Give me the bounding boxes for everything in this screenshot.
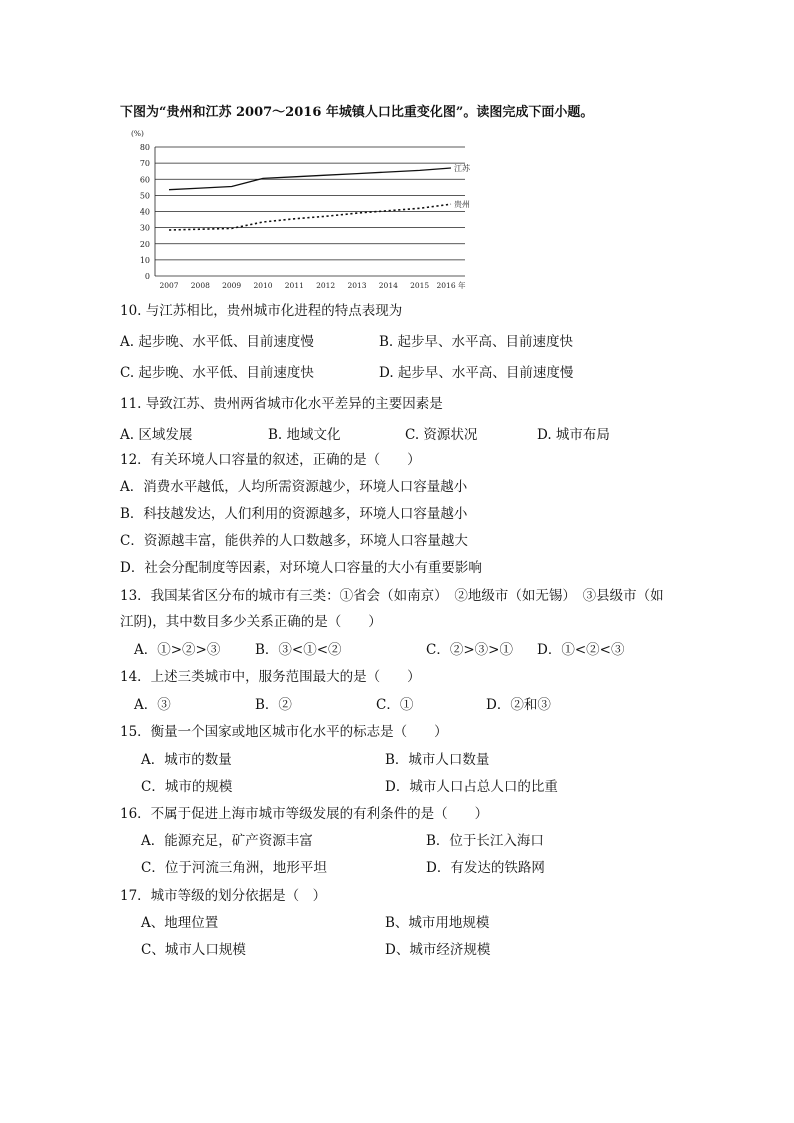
question-17-option-d: D、城市经济规模: [385, 942, 491, 958]
x-tick-label: 2008: [190, 281, 210, 290]
question-11-option-b: B. 地域文化: [268, 427, 341, 443]
y-tick-label: 0: [144, 272, 150, 281]
x-tick-label: 2012: [316, 281, 336, 290]
question-13-option-a: A．①>②>③: [134, 642, 221, 658]
question-10-stem: 10. 与江苏相比，贵州城市化进程的特点表现为: [120, 303, 403, 319]
y-tick-label: 40: [139, 207, 150, 217]
question-15-stem: 15．衡量一个国家或地区城市化水平的标志是（ ）: [120, 724, 448, 740]
y-tick-label: 50: [139, 191, 150, 201]
question-13-option-d: D．①<②<③: [537, 642, 625, 658]
x-tick-label: 2011: [284, 281, 304, 290]
y-tick-label: 60: [139, 175, 150, 185]
y-tick-label: 20: [139, 239, 150, 249]
question-10-option-d: D. 起步早、水平高、目前速度慢: [379, 365, 574, 381]
question-16-option-b: B．位于长江入海口: [426, 833, 544, 849]
question-11-stem: 11. 导致江苏、贵州两省城市化水平差异的主要因素是: [120, 396, 443, 412]
y-tick-label: 30: [139, 223, 150, 233]
question-14-option-a: A．③: [134, 697, 171, 713]
y-tick-label: 70: [139, 159, 150, 169]
question-15-option-a: A．城市的数量: [141, 752, 232, 768]
question-13-stem-line2: 江阴)，其中数目多少关系正确的是（ ）: [120, 614, 382, 630]
question-15-option-c: C．城市的规模: [141, 779, 233, 795]
question-12-option-c: C．资源越丰富，能供养的人口数越多，环境人口容量越大: [120, 533, 468, 549]
x-tick-label: 2010: [253, 281, 273, 290]
x-tick-label: 2016 年: [436, 281, 466, 290]
y-unit-label: (%): [131, 129, 144, 138]
question-10-option-c: C. 起步晚、水平低、目前速度快: [120, 365, 314, 381]
question-17-option-b: B、城市用地规模: [385, 915, 490, 931]
x-tick-label: 2009: [222, 281, 242, 290]
question-10-option-a: A. 起步晚、水平低、目前速度慢: [120, 334, 314, 350]
question-13-stem-line1: 13．我国某省区分布的城市有三类：①省会（如南京） ②地级市（如无锡） ③县级市（如: [120, 588, 664, 604]
question-16-option-d: D．有发达的铁路网: [426, 860, 545, 876]
question-11-option-a: A. 区域发展: [120, 427, 193, 443]
question-16-option-a: A．能源充足，矿产资源丰富: [141, 833, 313, 849]
question-15-option-d: D．城市人口占总人口的比重: [385, 779, 558, 795]
question-15-option-b: B．城市人口数量: [385, 752, 490, 768]
question-17-option-c: C、城市人口规模: [141, 942, 246, 958]
y-tick-label: 80: [139, 143, 150, 152]
question-14-option-d: D．②和③: [486, 697, 551, 713]
question-12-option-a: A．消费水平越低，人均所需资源越少，环境人口容量越小: [120, 479, 468, 495]
question-17-option-a: A、地理位置: [141, 915, 219, 931]
series-label: 贵州: [454, 200, 470, 210]
x-tick-label: 2014: [378, 281, 398, 290]
question-12-option-b: B．科技越发达，人们利用的资源越多，环境人口容量越小: [120, 506, 468, 522]
question-12-option-d: D．社会分配制度等因素，对环境人口容量的大小有重要影响: [120, 560, 482, 576]
question-12-stem: 12．有关环境人口容量的叙述，正确的是（ ）: [120, 452, 421, 468]
question-14-option-c: C．①: [376, 697, 414, 713]
x-tick-label: 2007: [159, 281, 179, 290]
urbanization-line-chart: [120, 126, 480, 294]
question-14-option-b: B．②: [255, 697, 292, 713]
question-13-option-c: C．②>③>①: [426, 642, 513, 658]
question-13-option-b: B．③<①<②: [255, 642, 342, 658]
question-17-stem: 17．城市等级的划分依据是（ ）: [120, 888, 327, 904]
x-tick-label: 2015: [410, 281, 430, 290]
x-tick-label: 2013: [347, 281, 367, 290]
question-11-option-c: C. 资源状况: [405, 427, 478, 443]
intro-text: 下图为“贵州和江苏 2007～2016 年城镇人口比重变化图”。读图完成下面小题。: [120, 105, 594, 120]
series-label: 江苏: [454, 163, 470, 173]
question-16-option-c: C．位于河流三角洲，地形平坦: [141, 860, 327, 876]
question-14-stem: 14．上述三类城市中，服务范围最大的是（ ）: [120, 669, 421, 685]
series-line-dotted: [169, 204, 451, 230]
question-16-stem: 16．不属于促进上海市城市等级发展的有利条件的是（ ）: [120, 806, 489, 822]
y-tick-label: 10: [139, 255, 150, 265]
question-10-option-b: B. 起步早、水平高、目前速度快: [379, 334, 574, 350]
question-11-option-d: D. 城市布局: [537, 427, 610, 443]
